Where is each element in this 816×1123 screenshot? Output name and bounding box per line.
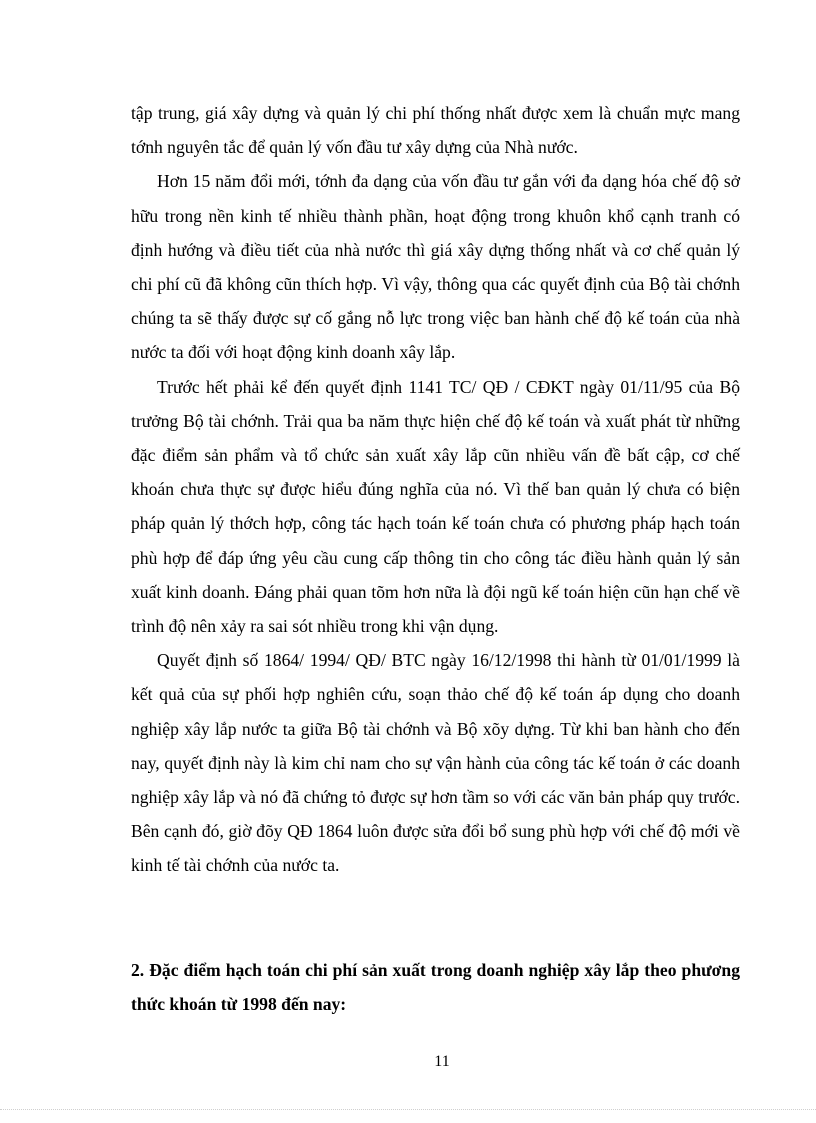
paragraph-decision-1864: Quyết định số 1864/ 1994/ QĐ/ BTC ngày 16/12/1998 thi hành từ 01/01/1999 là kết quả của sự phối hợp nghiên cứu, soạn thảo chế độ kế toán áp dụng cho doanh nghiệp xây lắp nước ta giữa Bộ tài chớnh và Bộ xõy dựng. Từ khi ban hành cho đến nay, quyết định này là kim chỉ nam cho sự vận hành của công tác kế toán ở các doanh nghiệp xây lắp và nó đã chứng tỏ được sự hơn tầm so với các văn bản pháp quy trước. Bên cạnh đó, giờ đõy QĐ 1864 luôn được sửa đổi bổ sung phù hợp với chế độ mới về kinh tế tài chớnh của nước ta.: [131, 650, 740, 876]
paragraph-decision-1141: Trước hết phải kể đến quyết định 1141 TC/ QĐ / CĐKT ngày 01/11/95 của Bộ trưởng Bộ tài chớnh. Trải qua ba năm thực hiện chế độ kế toán và xuất phát từ những đặc điểm sản phẩm và tổ chức sản xuất xây lắp cũn nhiều vấn đề bất cập, cơ chế khoán chưa thực sự được hiểu đúng nghĩa của nó. Vì thế ban quản lý chưa có biện pháp quản lý thớch hợp, công tác hạch toán kế toán chưa có phương pháp hạch toán phù hợp để đáp ứng yêu cầu cung cấp thông tin cho công tác điều hành quản lý sản xuất kinh doanh. Đáng phải quan tõm hơn nữa là đội ngũ kế toán hiện cũn hạn chế về trình độ nên xảy ra sai sót nhiều trong khi vận dụng.: [131, 376, 740, 637]
paragraph-reform: Hơn 15 năm đổi mới, tớnh đa dạng của vốn đầu tư gắn với đa dạng hóa chế độ sở hữu trong nền kinh tế nhiều thành phần, hoạt động trong khuôn khổ cạnh tranh có định hướng và điều tiết của nhà nước thì giá xây dựng thống nhất và cơ chế quản lý chi phí cũ đã không cũn thích hợp. Vì vậy, thông qua các quyết định của Bộ tài chớnh chúng ta sẽ thấy được sự cố gắng nỗ lực trong việc ban hành chế độ kế toán của nhà nước ta đối với hoạt động kinh doanh xây lắp.: [131, 171, 740, 363]
paragraph-continuation: tập trung, giá xây dựng và quản lý chi phí thống nhất được xem là chuẩn mực mang tớnh nguyên tắc để quản lý vốn đầu tư xây dựng của Nhà nước.: [131, 103, 740, 158]
page-number: 11: [434, 1053, 450, 1070]
section-heading: 2. Đặc điểm hạch toán chi phí sản xuất trong doanh nghiệp xây lắp theo phương thức khoán từ 1998 đến nay:: [131, 960, 740, 1014]
body-text: [131, 96, 740, 883]
page-bottom-divider: [0, 1109, 816, 1110]
